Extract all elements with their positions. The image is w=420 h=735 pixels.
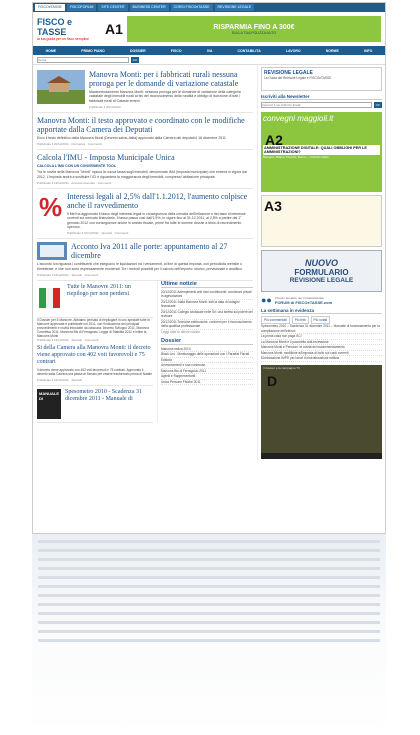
- newsletter-email-input[interactable]: [261, 102, 372, 108]
- dossier-item[interactable]: Manovra estiva 2010: [161, 347, 253, 353]
- newsletter-title: Iscriviti alla Newsletter: [261, 94, 382, 100]
- news-item[interactable]: 20/12/2011 Collegio sindacale nelle Srl: una stretta sul potere del revisore: [161, 309, 253, 319]
- news-more-link[interactable]: Leggi tutte le ultime notizie: [161, 329, 201, 334]
- article-title[interactable]: Manovra Monti: per i fabbricati rurali nessuna proroga per le domande di variazione catastale: [89, 70, 239, 88]
- article-subtitle: CALCOLA L'IMU CON UN CONVENIENTE TOOL: [37, 164, 116, 169]
- bottom-left: [37, 281, 153, 424]
- evidenza-item[interactable]: Spesometro 2010 – Scadenza 31 dicembre 2011 – Manuale di funzionamento per la compilazione dell'elenco: [261, 324, 382, 334]
- video-caption: Il dossier e la campagna TV: [263, 365, 301, 370]
- rural-building-photo[interactable]: [37, 70, 85, 104]
- content-columns: [33, 65, 385, 461]
- article-4: [37, 189, 253, 239]
- forum-label: Il forum tematico per il professionista: [274, 295, 324, 300]
- article-body: Maxiemendamento Manovra Monti: nessuna proroga per le domande di variazione della categoria catastale degli immobili rurali ai fini del riconoscimento della ruralità e obbligo di iscrizione di tutti i fabbricati rurali al Catasto terreni.: [89, 90, 241, 103]
- article-title[interactable]: Tutte le Manovre 2011: un riepilogo per non perdersi: [67, 283, 131, 297]
- dossier-item[interactable]: Agenti e Rappresentanti: [161, 374, 253, 380]
- page-reflection: [32, 534, 386, 735]
- news-item[interactable]: 20/12/2011 Dalla Manovra Monti: tutti la data di indagini finanziarie: [161, 300, 253, 310]
- nav-lavoro[interactable]: LAVORO: [285, 48, 301, 53]
- article-spesometro: [37, 386, 153, 423]
- evidenza-item[interactable]: Dichiarazione IMPD per lavori di ristrutturazione edilizia: [261, 356, 382, 362]
- article-body: Il Mef ha aggiornato il tasso degli interessi legali in conseguenza della crescita dell'inflazione e dei tassi di interesse correnti sul mercato finanziario. Il tasso passa così dall'1,5%, in vigore fino al 31.12.2011, al 2,5% a partire dal 1° gennaio 2012 con conseguenze anche in ambito fiscale, prime fra tutte le somme dovute a titolo di ravvedimento operoso.: [67, 212, 246, 229]
- banner-line-2: FORMULARIO: [294, 268, 349, 277]
- search-button[interactable]: GO: [132, 57, 138, 62]
- italy-flag-image: [37, 284, 63, 314]
- article-meta: Pubblicato il 16/12/2011 · Speciali · Commenti: [37, 337, 99, 342]
- ad-slot-label-a1: A1: [105, 21, 123, 37]
- article-body: L'acconto Iva riguarda i contribuenti che eseguono le liquidazioni ed i versamenti, al fine di questa imposta, con periodicità mensile o trimestrale, e che non sono espressamente esonerati. Tre i metodi possibili per il calcolo dell'importo: storico, previsionale e analitico.: [37, 262, 243, 271]
- article-title[interactable]: Calcola l'IMU - Imposta Municipale Unica: [37, 153, 175, 163]
- ultime-notizie-title: Ultime notizie: [161, 281, 253, 288]
- settimana-title: La settimana in evidenza: [261, 308, 382, 314]
- dossier-item[interactable]: Unico Persone Fisiche 2011: [161, 380, 253, 386]
- bottom-section: [37, 281, 253, 424]
- nav-contabilita[interactable]: CONTABILITA: [237, 48, 261, 53]
- convegni-ad-text: Bologna, Milano, Firenze, Roma — Iscriviti subito: [263, 155, 329, 159]
- video-player[interactable]: [261, 365, 382, 459]
- tab-piu-votati[interactable]: Più votati: [311, 316, 331, 324]
- search-input[interactable]: [37, 57, 129, 63]
- settimana-tabs: [261, 316, 382, 324]
- banner-line-3: REVISIONE LEGALE: [289, 277, 354, 284]
- percent-icon: [37, 192, 63, 222]
- article-manovre: [37, 281, 153, 318]
- article-meta: Pubblicato il 19/12/2011 · Accesso riservato · Commenti: [37, 181, 112, 186]
- article-3: [37, 150, 253, 189]
- tab-site-center[interactable]: SITE CENTER: [98, 4, 127, 11]
- article-title[interactable]: Si della Camera alla Manovra Monti: il decreto viene approvato con 402 voti favorevoli e 75 contrari: [37, 344, 151, 365]
- evidenza-item[interactable]: Manovra Monti: modifiche all'imposta di bollo sui conti correnti: [261, 351, 382, 357]
- article-title[interactable]: Spesometro 2010 - Scadenza 31 dicembre 2011 - Manuale di: [65, 389, 142, 403]
- logo-tagline: la tua guida per un fisco semplice: [37, 37, 89, 41]
- calendar-image: [37, 242, 67, 260]
- top-tabs: [33, 3, 385, 12]
- newsletter-form: [261, 102, 382, 108]
- dossier-title: Dossier: [161, 338, 253, 345]
- revisione-legale-banner[interactable]: [261, 67, 382, 91]
- bottom-right: [157, 281, 253, 424]
- ad-slot-label-a3: A3: [264, 198, 282, 214]
- search-bar: [33, 55, 385, 65]
- tab-fiscoforum[interactable]: FISCOFORUM: [67, 4, 97, 11]
- logo-text: FISCO e TASSE: [37, 17, 73, 37]
- revisione-sub: La Guida del Revisore Legale è FISCOeTASSE: [264, 76, 332, 80]
- news-item[interactable]: 20/12/2011 Adempimenti anti mini contribuenti: condizioni privati in agevolazioni: [161, 289, 252, 299]
- nav-fisco[interactable]: FISCO: [170, 48, 182, 53]
- forum-name: FORUM di FISCOeTASSE.com: [274, 299, 333, 305]
- ad-subline: SULLA TUA POLIZZA AUTO: [231, 30, 277, 35]
- article-body: Tra le novità della Manovra "Monti" spicca la nuova tassa sugli immobili, denominata IMU (imposta municipale) che entrerà in vigore dal 2012. L'imposta andrà a sostituire l'ICI e riguarderà la maggioranza degli immobili, compresa l'abitazione principale.: [37, 170, 247, 179]
- news-item[interactable]: 20/12/2011 Tecniche elettroniche, conformi per il riconoscimento della qualifica professionale: [161, 319, 252, 329]
- dossier-item[interactable]: Black List - Monitoraggio delle operazioni con i Paradisi Fiscali: [161, 352, 253, 358]
- nav-primo-piano[interactable]: PRIMO PIANO: [81, 48, 105, 53]
- sidebar: [257, 65, 385, 461]
- nav-dossier[interactable]: DOSSIER: [129, 48, 146, 53]
- nav-home[interactable]: HOME: [45, 48, 57, 53]
- main-column: [33, 65, 257, 461]
- article-2: [37, 113, 253, 150]
- dossier-item[interactable]: Manovra Bis di Ferragosto 2011: [161, 369, 253, 375]
- svg-text:%: %: [39, 192, 63, 223]
- tab-piu-commentati[interactable]: Più commentati: [261, 316, 290, 324]
- tab-fiscoetasse[interactable]: FISCOeTASSE: [35, 4, 65, 11]
- main-nav: [33, 46, 385, 55]
- tab-corsi[interactable]: CORSI FISCOeTASSE: [171, 4, 213, 11]
- nuovo-formulario-banner[interactable]: [261, 250, 382, 292]
- article-meta: Pubblicato il 16/12/2011 · Speciali: [37, 378, 82, 383]
- evidenza-item[interactable]: La Manovra Monti e il pacchetto anti-recessione: [261, 340, 382, 346]
- convegni-ad-headline: AMMINISTRAZIONE DIGITALE: QUALI OBBLIGHI PER LE AMMINISTRAZIONI?: [263, 145, 380, 155]
- header-banner-ad[interactable]: [127, 16, 381, 42]
- tab-business-center[interactable]: BUSINESS CENTER: [130, 4, 169, 11]
- evidenza-item[interactable]: Manovra Monti e Pensioni: le novità del maxiemendamento: [261, 345, 382, 351]
- article-meta: Pubblicato il 16/12/2011 · Speciali · Commenti: [37, 272, 99, 277]
- article-body: Il Dossier per 5 Manovre. Abbiamo pensato di riepilogare in uno speciale tutte le Manovre approvate e pubblicate nel 2011, con l'indicazione dei principali provvedimenti e novità introdotte da ciascuna: Decreto Sviluppo 2011, Manovra Correttiva 2011, Manovra Bis di Ferragosto, Legge di Stabilità 2012 e infine la Manovra Monti: [37, 317, 150, 338]
- evidenza-item[interactable]: La prima casa non paga l'ICI: [261, 334, 382, 340]
- article-meta: Pubblicato il 20/12/2011 · Normativa · Commenti: [37, 142, 102, 147]
- tab-piu-letti[interactable]: Più letti: [292, 316, 309, 324]
- site-logo[interactable]: [37, 17, 101, 41]
- video-controls[interactable]: [261, 453, 382, 459]
- page: [32, 2, 386, 534]
- header: [33, 12, 385, 46]
- ad-slot-label-d: D: [267, 372, 278, 389]
- convegni-ad[interactable]: [261, 112, 382, 192]
- article-5: [37, 239, 253, 281]
- ad-headline: RISPARMIA FINO A 300€: [213, 23, 295, 31]
- article-title[interactable]: Acconto Iva 2011 alle porte: appuntamento al 27 dicembre: [71, 242, 228, 261]
- ad-slot-a3[interactable]: [261, 195, 382, 247]
- people-icon: ●●: [261, 295, 272, 305]
- article-body: Ecco il testo definitivo della Manovra Monti (Decreto salva–Italia) approvato dalla Camera dei deputati il 16 dicembre 2011: [37, 135, 226, 140]
- article-title[interactable]: Interessi legali al 2,5% dall'1.1.2012, l'aumento colpisce anche il ravvedimento: [67, 192, 248, 211]
- nav-iva[interactable]: IVA: [206, 48, 213, 53]
- article-1: [37, 67, 253, 113]
- article-body: Il decreto viene approvato con 402 voti favorevoli e 75 contrari. Approvato il decreto dalla Camera ora passa al Senato per essere trasformato prima di Natale: [37, 367, 152, 377]
- forum-banner[interactable]: [261, 295, 382, 305]
- revisione-title: REVISIONE LEGALE: [264, 70, 313, 76]
- article-meta: Pubblicato il 20/12/2011: [89, 104, 121, 109]
- article-title[interactable]: Manovra Monti: il testo approvato e coordinato con le modifiche apportate dalla Camera dei Deputati: [37, 115, 245, 134]
- article-camera: [37, 342, 153, 387]
- banner-line-1: NUOVO: [304, 258, 338, 268]
- newsletter-submit-button[interactable]: OK: [375, 103, 380, 107]
- article-meta: Pubblicato il 16/12/2011 · Speciali · Commenti: [67, 231, 129, 236]
- dossier-item[interactable]: Editoria: [161, 358, 253, 364]
- manual-cover-image: MANUALE DI: [37, 389, 61, 419]
- nav-norme[interactable]: NORME: [325, 48, 339, 53]
- convegni-ad-logo: convegni maggioli.it: [263, 114, 334, 123]
- tab-revisione-legale[interactable]: REVISIONE LEGALE: [215, 4, 255, 11]
- ad-slot-label-a2: A2: [265, 132, 283, 148]
- nav-info[interactable]: INFO: [363, 48, 373, 53]
- dossier-item[interactable]: Ammortamenti e sua contenuto: [161, 363, 253, 369]
